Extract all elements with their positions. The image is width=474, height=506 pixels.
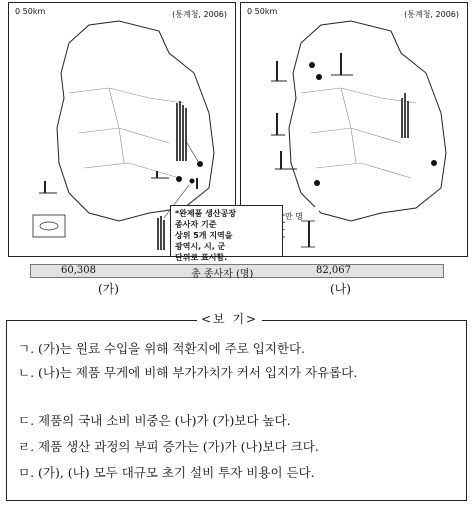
bogi-title: <보 기> bbox=[197, 310, 262, 327]
legend-note bbox=[170, 205, 283, 262]
total-value-ga: 60,308 bbox=[61, 265, 96, 276]
scale-bar-label: 0 50km bbox=[247, 7, 278, 16]
total-value-na: 82,067 bbox=[316, 265, 351, 276]
map-label-na: (나) bbox=[330, 282, 351, 296]
scale-bar-label: 0 50km bbox=[15, 7, 46, 16]
bogi-item: ㄹ. 제품 생산 과정의 부피 증가는 (가)가 (나)보다 크다. bbox=[18, 439, 319, 454]
total-label: 총 종사자 (명) bbox=[191, 269, 254, 280]
bogi-item: ㄷ. 제품의 국내 소비 비중은 (나)가 (가)보다 높다. bbox=[18, 413, 291, 428]
map-label-ga: (가) bbox=[98, 282, 119, 296]
legend-note-line: 상위 5개 지역을 bbox=[175, 231, 233, 240]
bogi-item: ㄱ. (가)는 원료 수입을 위해 적환지에 주로 입지한다. bbox=[18, 341, 306, 356]
legend-note-line: *완제품 생산공장 bbox=[175, 209, 237, 218]
legend-scale bbox=[285, 207, 319, 255]
legend-note-line: 단위로 표시함. bbox=[175, 253, 228, 262]
legend-bar-icon bbox=[285, 207, 319, 255]
bogi-item: ㅁ. (가), (나) 모두 대규모 초기 설비 투자 비용이 든다. bbox=[18, 465, 315, 480]
legend-note-line: 광역시, 시, 군 bbox=[175, 242, 226, 251]
total-workers-row bbox=[30, 264, 444, 278]
legend-unit: 만 명 bbox=[285, 212, 303, 221]
legend-note-line: 종사자 기준 bbox=[175, 220, 217, 229]
map-source: (통계청, 2006) bbox=[404, 10, 459, 19]
bogi-item: ㄴ. (나)는 제품 무게에 비해 부가가치가 커서 입지가 자유롭다. bbox=[18, 365, 358, 380]
map-source: (통계청, 2006) bbox=[172, 10, 227, 19]
